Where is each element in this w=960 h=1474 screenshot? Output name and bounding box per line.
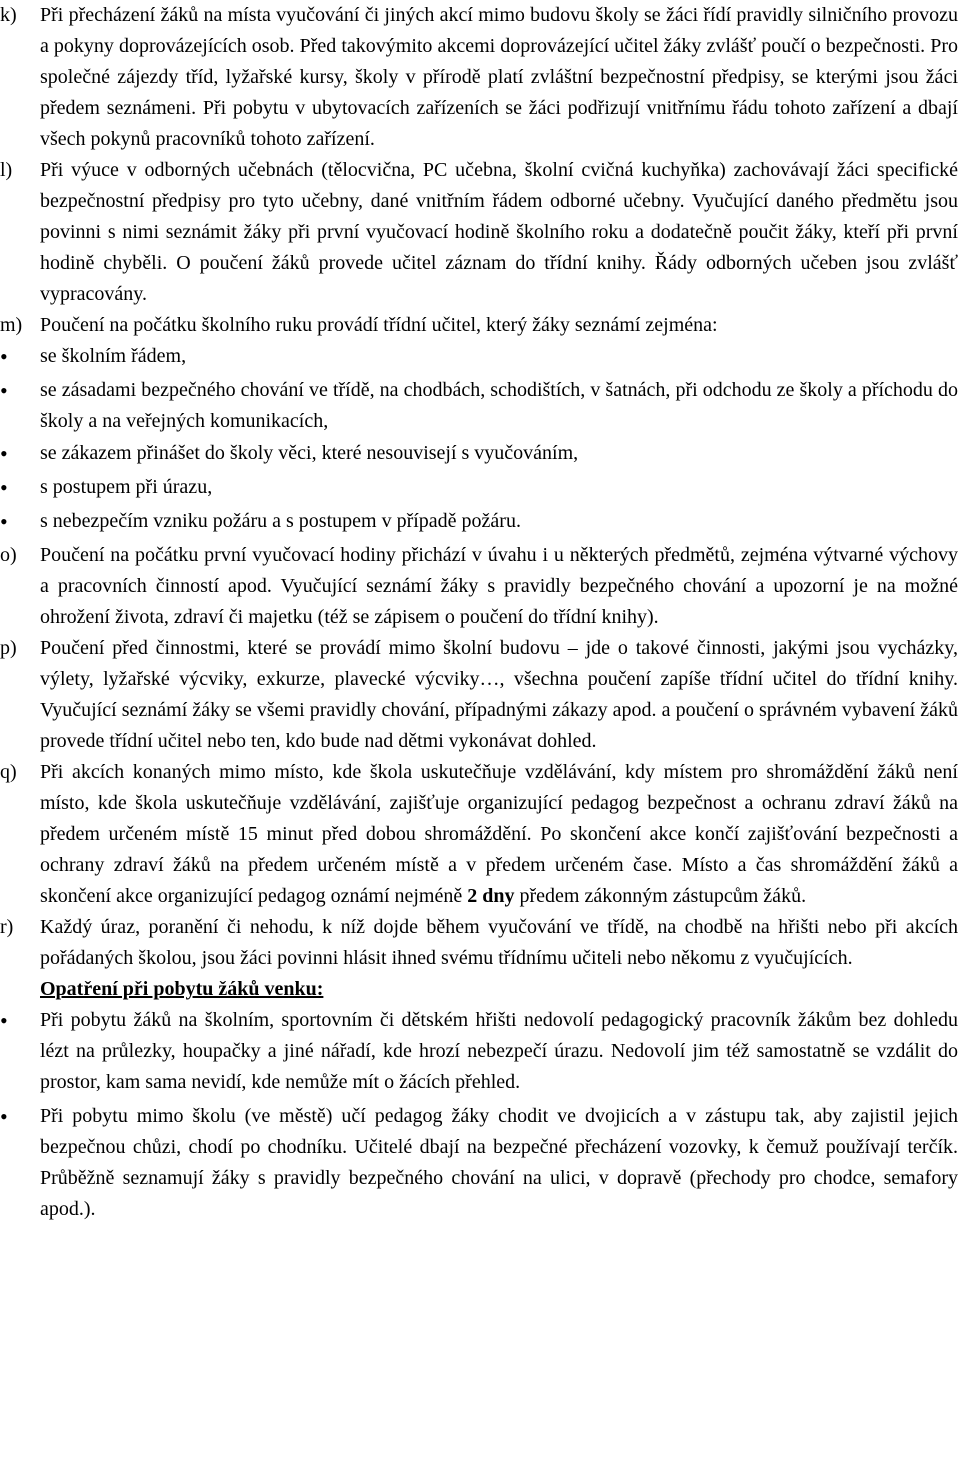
item-marker: q) [0, 761, 17, 783]
bullet-icon [0, 1101, 40, 1134]
list-item-text: s nebezpečím vzniku požáru a s postupem v případě požáru. [40, 510, 521, 532]
item-text: Při výuce v odborných učebnách (tělocvična, PC učebna, školní cvičná kuchyňka) zachovávají žáci specifické bezpečnostní předpisy pro tyto učebny, dané vnitřním řádem odborné učebny. Vyučující daného předmětu jsou povinni s nimi seznámit žáky při první vyučovací hodině školního roku a dodatečně poučit žáky, kteří při první hodině chyběli. O poučení žáků provede učitel záznam do třídní knihy. Řády odborných učeben jsou zvlášť vypracovány. [40, 159, 958, 305]
rule-item-q [0, 757, 958, 912]
item-text-part: Při akcích konaných mimo místo, kde škola uskutečňuje vzdělávání, kdy místem pro shromáždění žáků není místo, kde škola uskutečňuje vzdělávání, zajišťuje organizující pedagog bezpečnost a ochranu zdraví žáků na předem určeném místě 15 minut před dobou shromáždění. Po skončení akce končí zajišťování bezpečnosti a ochrany zdraví žáků na předem určeném místě a v předem určeném čase. Místo a čas shromáždění žáků a skončení akce organizující pedagog oznámí nejméně [40, 761, 958, 907]
item-text: Každý úraz, poranění či nehodu, k níž dojde během vyučování ve třídě, na chodbě na hřišti nebo při akcích pořádaných školou, jsou žáci povinni hlásit ihned svému třídnímu učiteli nebo někomu z vyučujících. [40, 916, 958, 969]
item-marker: o) [0, 544, 17, 566]
list-item [0, 375, 958, 437]
bullet-icon [0, 375, 40, 408]
notice-period-bold: 2 dny [467, 885, 515, 907]
list-item-text: se školním řádem, [40, 345, 187, 367]
item-text-part: předem zákonným zástupcům žáků. [514, 885, 807, 907]
list-item [0, 472, 958, 505]
item-marker: p) [0, 637, 17, 659]
bullet-icon [0, 341, 40, 374]
rule-item-p [0, 633, 958, 757]
list-item-text: s postupem při úrazu, [40, 476, 213, 498]
bullet-icon [0, 1005, 40, 1038]
bullet-icon [0, 506, 40, 539]
rule-item-r [0, 912, 958, 974]
item-text: Při přecházení žáků na místa vyučování či jiných akcí mimo budovu školy se žáci řídí pravidly silničního provozu a pokyny doprovázejících osob. Před takovýmito akcemi doprovázející učitel žáky zvlášť poučí o bezpečnosti. Pro společné zájezdy tříd, lyžařské kursy, školy v přírodě platí zvláštní bezpečnostní předpisy, se kterými jsou žáci předem seznámeni. Při pobytu v ubytovacích zařízeních se žáci podřizují vnitřnímu řádu tohoto zařízení a dbají všech pokynů pracovníků tohoto zařízení. [40, 4, 958, 150]
rule-item-k [0, 0, 958, 155]
list-item-text: Při pobytu žáků na školním, sportovním či dětském hřišti nedovolí pedagogický pracovník žákům bez dohledu lézt na průlezky, houpačky a jiné nářadí, kde hrozí nebezpečí úrazu. Nedovolí jim též samostatně se vzdálit do prostor, kam sama nevidí, kde nemůže mít o žácích přehled. [40, 1009, 958, 1093]
list-item [0, 506, 958, 539]
item-marker: r) [0, 916, 14, 938]
item-marker: l) [0, 159, 13, 181]
item-marker: m) [0, 314, 23, 336]
item-marker: k) [0, 4, 17, 26]
outside-rules-list [0, 1005, 958, 1225]
item-text: Poučení na počátku školního ruku provádí třídní učitel, který žáky seznámí zejména: [40, 314, 718, 336]
list-item [0, 1005, 958, 1098]
rule-item-m [0, 310, 958, 341]
list-item [0, 438, 958, 471]
rule-item-l [0, 155, 958, 310]
orientation-topics-list [0, 341, 958, 539]
list-item [0, 1101, 958, 1225]
rule-item-o [0, 540, 958, 633]
item-text: Poučení na počátku první vyučovací hodiny přichází v úvahu i u některých předmětů, zejména výtvarné výchovy a pracovních činností apod. Vyučující seznámí žáky s pravidly bezpečného chování a upozorní je na možné ohrožení života, zdraví či majetku (též se zápisem o poučení do třídní knihy). [40, 544, 958, 628]
item-text [40, 757, 958, 912]
list-item-text: se zákazem přinášet do školy věci, které nesouvisejí s vyučováním, [40, 442, 579, 464]
list-item [0, 341, 958, 374]
bullet-icon [0, 472, 40, 505]
list-item-text: se zásadami bezpečného chování ve třídě, na chodbách, schodištích, v šatnách, při odchodu ze školy a příchodu do školy a na veřejných komunikacích, [40, 379, 958, 432]
list-item-text: Při pobytu mimo školu (ve městě) učí pedagog žáky chodit ve dvojicích a v zástupu tak, aby zajistil jejich bezpečnou chůzi, chodí po chodníku. Učitelé dbají na bezpečné přecházení vozovky, k čemuž používají terčík. Průběžně seznamují žáky s pravidly bezpečného chování na ulici, v dopravě (přechody pro chodce, semafory apod.). [40, 1105, 958, 1220]
section-heading: Opatření při pobytu žáků venku: [40, 978, 324, 1000]
item-text: Poučení před činnostmi, které se provádí mimo školní budovu – jde o takové činnosti, jakými jsou vycházky, výlety, lyžařské výcviky, exkurze, plavecké výcviky…, všechna poučení zapíše třídní učitel do třídní knihy. Vyučující seznámí žáky se všemi pravidly chování, případnými zákazy apod. a poučení o správném vybavení žáků provede třídní učitel nebo ten, kdo bude nad dětmi vykonávat dohled. [40, 637, 958, 752]
bullet-icon [0, 438, 40, 471]
